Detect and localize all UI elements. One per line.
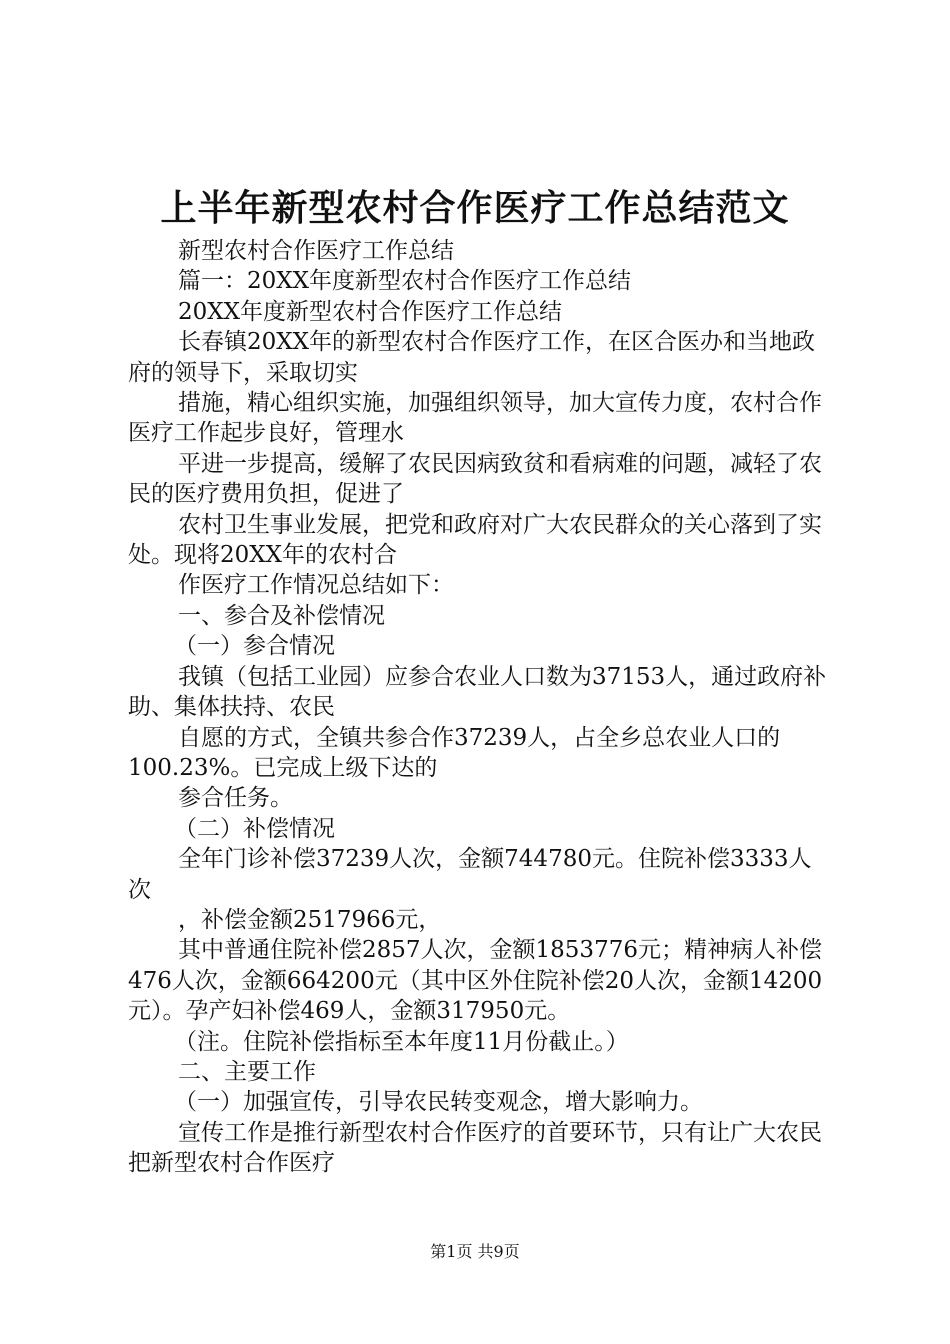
section-heading: 一、参合及补偿情况 [178, 602, 385, 629]
paragraph: 农村卫生事业发展，把党和政府对广大农民群众的关心落到了实处。现将20XX年的农村合 [128, 511, 822, 569]
paragraph: 篇一：20XX年度新型农村合作医疗工作总结 [178, 268, 632, 295]
paragraph: 全年门诊补偿37239人次，金额744780元。住院补偿3333人次 [128, 846, 812, 903]
paragraph: 宣传工作是推行新型农村合作医疗的首要环节，只有让广大农民把新型农村合作医疗 [128, 1119, 822, 1177]
document-title: 上半年新型农村合作医疗工作总结范文 [160, 187, 790, 229]
paragraph: 平进一步提高，缓解了农民因病致贫和看病难的问题，减轻了农民的医疗费用负担，促进了 [128, 450, 822, 508]
paragraph: 其中普通住院补偿2857人次，金额1853776元；精神病人补偿476人次，金额664200元（其中区外住院补偿20人次，金额14200元）。孕产妇补偿469人，金额317950元。 [128, 937, 823, 1025]
paragraph: 我镇（包括工业园）应参合农业人口数为37153人，通过政府补助、集体扶持、农民 [128, 663, 827, 721]
document-body [128, 236, 834, 1179]
subsection-heading: （二）补偿情况 [174, 815, 335, 842]
paragraph: 参合任务。 [178, 785, 293, 812]
paragraph: 长春镇20XX年的新型农村合作医疗工作，在区合医办和当地政府的领导下，采取切实 [128, 329, 816, 386]
section-heading: 二、主要工作 [178, 1058, 316, 1085]
paragraph: 作医疗工作情况总结如下： [178, 572, 454, 599]
paragraph: ，补偿金额2517966元， [178, 906, 442, 933]
paragraph: 新型农村合作医疗工作总结 [178, 238, 454, 264]
subsection-heading: （一）加强宣传，引导农民转变观念，增大影响力。 [174, 1089, 703, 1116]
subsection-heading: （一）参合情况 [174, 633, 335, 660]
paragraph: 自愿的方式，全镇共参合作37239人，占全乡总农业人口的100.23%。已完成上级下达的 [128, 724, 781, 781]
paragraph: 措施，精心组织实施，加强组织领导，加大宣传力度，农村合作医疗工作起步良好，管理水 [128, 390, 822, 447]
paragraph: 20XX年度新型农村合作医疗工作总结 [178, 298, 563, 325]
page-number: 第1页 共9页 [430, 1242, 520, 1261]
note: （注。住院补偿指标至本年度11月份截止。） [174, 1028, 629, 1055]
